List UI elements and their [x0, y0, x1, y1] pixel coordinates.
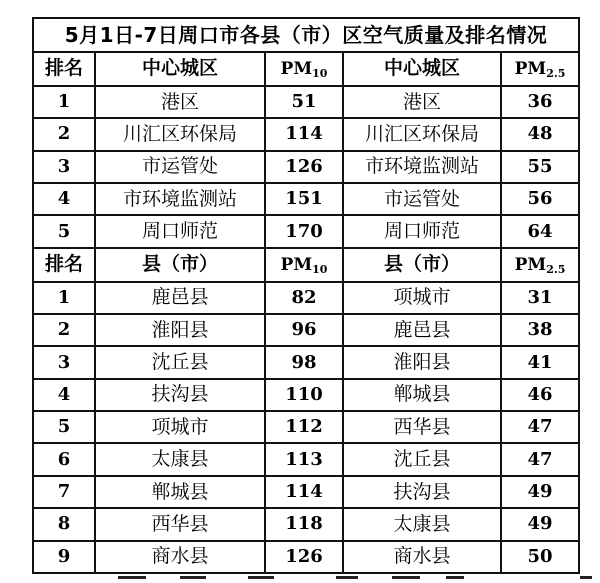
district-pm10-cell: 周口师范 — [95, 215, 265, 247]
district-pm25-cell: 川汇区环保局 — [343, 118, 501, 150]
table-row — [33, 314, 579, 346]
table-row — [33, 476, 579, 508]
cropped-glyph-mark — [118, 576, 146, 579]
district-pm10-cell: 港区 — [95, 86, 265, 118]
pm10-value-cell: 114 — [265, 476, 343, 508]
pm25-header-sub: 2.5 — [546, 66, 566, 80]
rank-cell: 4 — [33, 379, 95, 411]
cropped-glyph-mark — [446, 576, 464, 579]
table-row — [33, 183, 579, 215]
table-row — [33, 282, 579, 314]
pm10-value-cell: 126 — [265, 541, 343, 573]
rank-cell: 8 — [33, 508, 95, 540]
pm25-value-cell: 50 — [501, 541, 579, 573]
pm25-value-cell: 48 — [501, 118, 579, 150]
county-pm10-cell: 淮阳县 — [95, 314, 265, 346]
county-pm25-header: 县（市） — [343, 248, 501, 282]
county-pm25-cell: 郸城县 — [343, 379, 501, 411]
pm10-value-cell: 126 — [265, 151, 343, 183]
pm10-value-cell: 112 — [265, 411, 343, 443]
rank-cell: 4 — [33, 183, 95, 215]
county-pm10-cell: 沈丘县 — [95, 346, 265, 378]
county-pm10-cell: 扶沟县 — [95, 379, 265, 411]
pm10-value-cell: 98 — [265, 346, 343, 378]
cropped-glyph-mark — [336, 576, 358, 579]
rank-cell: 1 — [33, 86, 95, 118]
pm25-value-cell: 47 — [501, 443, 579, 475]
pm10-value-cell: 96 — [265, 314, 343, 346]
district-pm25-cell: 市运管处 — [343, 183, 501, 215]
rank-cell: 2 — [33, 118, 95, 150]
table-row — [33, 508, 579, 540]
table-title: 5月1日-7日周口市各县（市）区空气质量及排名情况 — [33, 18, 579, 52]
rank-cell: 7 — [33, 476, 95, 508]
district-pm25-cell: 市环境监测站 — [343, 151, 501, 183]
county-pm25-cell: 太康县 — [343, 508, 501, 540]
pm25-value-cell: 38 — [501, 314, 579, 346]
cropped-text-fragment — [0, 576, 600, 583]
county-pm25-cell: 扶沟县 — [343, 476, 501, 508]
pm10-header-main: PM — [280, 58, 313, 79]
county-pm10-cell: 项城市 — [95, 411, 265, 443]
pm10-value-cell: 170 — [265, 215, 343, 247]
county-pm10-cell: 鹿邑县 — [95, 282, 265, 314]
cropped-glyph-mark — [180, 576, 206, 579]
rank-cell: 6 — [33, 443, 95, 475]
rank-cell: 3 — [33, 151, 95, 183]
pm10-value-cell: 51 — [265, 86, 343, 118]
pm25-value-cell: 41 — [501, 346, 579, 378]
section1-header-row — [33, 52, 579, 86]
cropped-glyph-mark — [248, 576, 274, 579]
pm10-value-cell: 82 — [265, 282, 343, 314]
pm25-value-cell: 55 — [501, 151, 579, 183]
pm10-value-cell: 113 — [265, 443, 343, 475]
district-pm10-cell: 川汇区环保局 — [95, 118, 265, 150]
pm10-header — [265, 248, 343, 282]
pm25-value-cell: 47 — [501, 411, 579, 443]
rank-cell: 1 — [33, 282, 95, 314]
air-quality-document — [32, 17, 578, 574]
rank-header: 排名 — [33, 248, 95, 282]
pm25-header-sub: 2.5 — [546, 262, 566, 276]
county-pm25-cell: 商水县 — [343, 541, 501, 573]
rank-cell: 2 — [33, 314, 95, 346]
district-pm10-header: 中心城区 — [95, 52, 265, 86]
section2-header-row — [33, 248, 579, 282]
cropped-glyph-mark — [580, 576, 592, 579]
rank-cell: 5 — [33, 215, 95, 247]
county-pm25-cell: 项城市 — [343, 282, 501, 314]
pm25-value-cell: 49 — [501, 508, 579, 540]
county-pm25-cell: 鹿邑县 — [343, 314, 501, 346]
pm25-header — [501, 248, 579, 282]
pm25-value-cell: 46 — [501, 379, 579, 411]
county-pm25-cell: 沈丘县 — [343, 443, 501, 475]
title-row — [33, 18, 579, 52]
district-pm25-cell: 港区 — [343, 86, 501, 118]
county-pm25-cell: 淮阳县 — [343, 346, 501, 378]
cropped-glyph-mark — [392, 576, 420, 579]
pm10-header-main: PM — [280, 254, 313, 275]
pm25-header-main: PM — [514, 58, 547, 79]
pm25-value-cell: 49 — [501, 476, 579, 508]
table-row — [33, 411, 579, 443]
rank-cell: 5 — [33, 411, 95, 443]
table-row — [33, 346, 579, 378]
district-pm10-cell: 市运管处 — [95, 151, 265, 183]
pm25-header-main: PM — [514, 254, 547, 275]
table-row — [33, 215, 579, 247]
rank-cell: 9 — [33, 541, 95, 573]
table-row — [33, 86, 579, 118]
district-pm25-header: 中心城区 — [343, 52, 501, 86]
county-pm10-cell: 郸城县 — [95, 476, 265, 508]
county-pm10-header: 县（市） — [95, 248, 265, 282]
air-quality-table — [32, 17, 580, 574]
pm10-header — [265, 52, 343, 86]
rank-header: 排名 — [33, 52, 95, 86]
pm10-header-sub: 10 — [312, 262, 328, 276]
table-row — [33, 118, 579, 150]
county-pm10-cell: 西华县 — [95, 508, 265, 540]
county-pm10-cell: 商水县 — [95, 541, 265, 573]
pm10-value-cell: 114 — [265, 118, 343, 150]
pm25-value-cell: 36 — [501, 86, 579, 118]
table-row — [33, 151, 579, 183]
district-pm10-cell: 市环境监测站 — [95, 183, 265, 215]
pm25-value-cell: 64 — [501, 215, 579, 247]
table-row — [33, 379, 579, 411]
pm10-value-cell: 110 — [265, 379, 343, 411]
county-pm10-cell: 太康县 — [95, 443, 265, 475]
pm25-value-cell: 56 — [501, 183, 579, 215]
pm25-header — [501, 52, 579, 86]
rank-cell: 3 — [33, 346, 95, 378]
district-pm25-cell: 周口师范 — [343, 215, 501, 247]
table-row — [33, 541, 579, 573]
pm10-value-cell: 118 — [265, 508, 343, 540]
county-pm25-cell: 西华县 — [343, 411, 501, 443]
pm10-value-cell: 151 — [265, 183, 343, 215]
pm25-value-cell: 31 — [501, 282, 579, 314]
pm10-header-sub: 10 — [312, 66, 328, 80]
table-row — [33, 443, 579, 475]
